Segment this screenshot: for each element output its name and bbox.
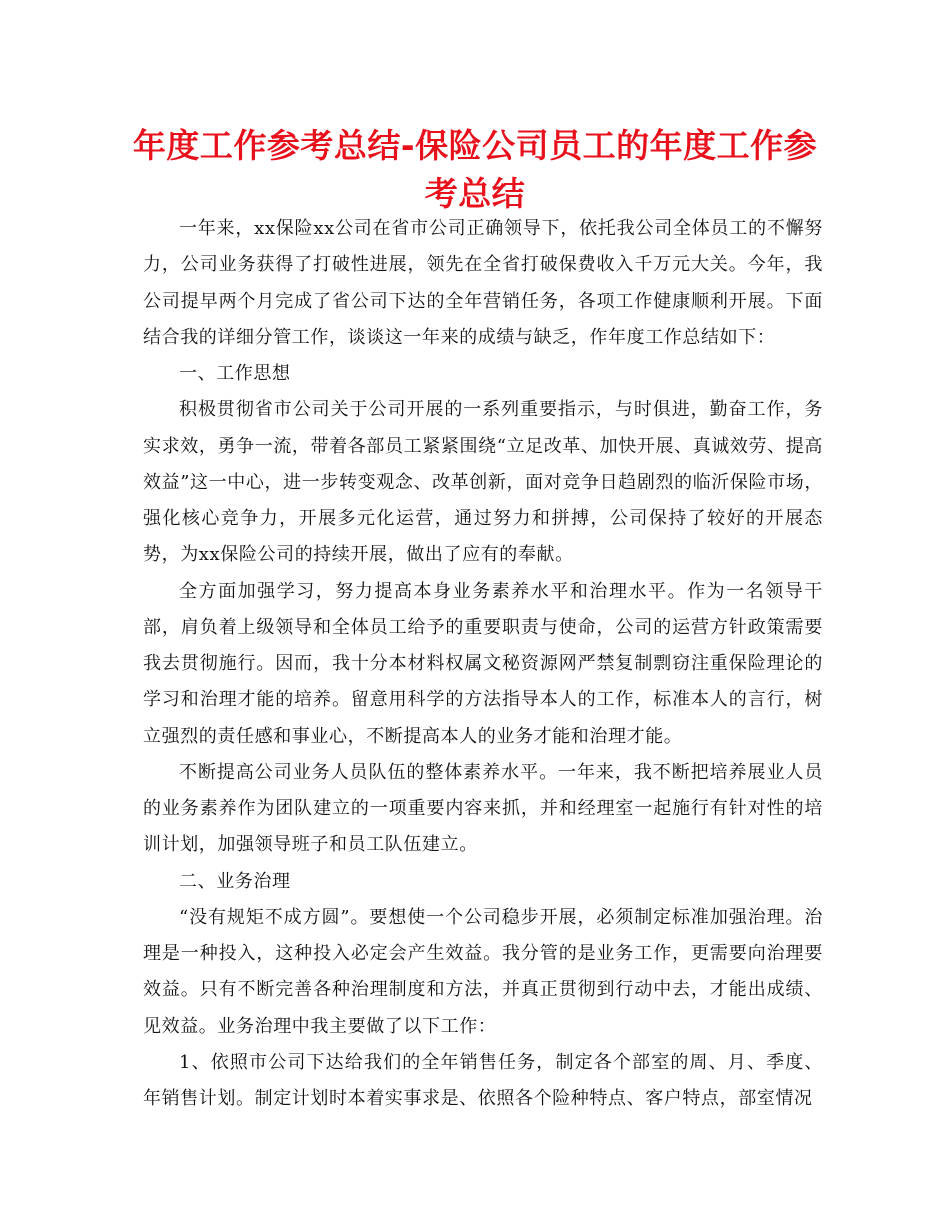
paragraph-business-management: “没有规矩不成方圆”。要想使一个公司稳步开展，必须制定标准加强治理。治理是一种投入，这种投入必定会产生效益。我分管的是业务工作，更需要向治理要效益。只有不断完善各种治理制度和方法，并真正贯彻到行动中去，才能出成绩、见效益。业务治理中我主要做了以下工作： <box>143 906 823 1037</box>
paragraph-work-thinking: 积极贯彻省市公司关于公司开展的一系列重要指示，与时俱进，勤奋工作，务实求效，勇争一流，带着各部员工紧紧围绕“立足改革、加快开展、真诚效劳、提高效益”这一中心，进一步转变观念、改革创新，面对竞争日趋剧烈的临沂保险市场，强化核心竞争力，开展多元化运营，通过努力和拼搏，公司保持了较好的开展态势，为xx保险公司的持续开展，做出了应有的奉献。 <box>143 399 823 566</box>
paragraph-intro: 一年来，xx保险xx公司在省市公司正确领导下，依托我公司全体员工的不懈努力，公司业务获得了打破性进展，领先在全省打破保费收入千万元大关。今年，我公司提早两个月完成了省公司下达的全年营销任务，各项工作健康顺利开展。下面结合我的详细分管工作，谈谈这一年来的成绩与缺乏，作年度工作总结如下： <box>143 218 823 348</box>
document-title: 年度工作参考总结-保险公司员工的年度工作参考总结 <box>132 126 818 213</box>
section-heading-work-thinking: 一、工作思想 <box>179 363 291 384</box>
paragraph-sales-plan: 1、依照市公司下达给我们的全年销售任务，制定各个部室的周、月、季度、年销售计划。制定计划时本着实事求是、依照各个险种特点、客户特点，部室情况 <box>143 1051 823 1109</box>
document-body <box>143 211 823 1117</box>
paragraph-team-quality: 不断提高公司业务人员队伍的整体素养水平。一年来，我不断把培养展业人员的业务素养作为团队建立的一项重要内容来抓，并和经理室一起施行有针对性的培训计划，加强领导班子和员工队伍建立。 <box>143 761 823 856</box>
paragraph-learning: 全方面加强学习，努力提高本身业务素养水平和治理水平。作为一名领导干部，肩负着上级领导和全体员工给予的重要职责与使命，公司的运营方针政策需要我去贯彻施行。因而，我十分本材料权属文秘资源网严禁复制剽窃注重保险理论的学习和治理才能的培养。留意用科学的方法指导本人的工作，标准本人的言行，树立强烈的责任感和事业心，不断提高本人的业务才能和治理才能。 <box>143 580 823 747</box>
section-heading-business-management: 二、业务治理 <box>179 870 291 892</box>
